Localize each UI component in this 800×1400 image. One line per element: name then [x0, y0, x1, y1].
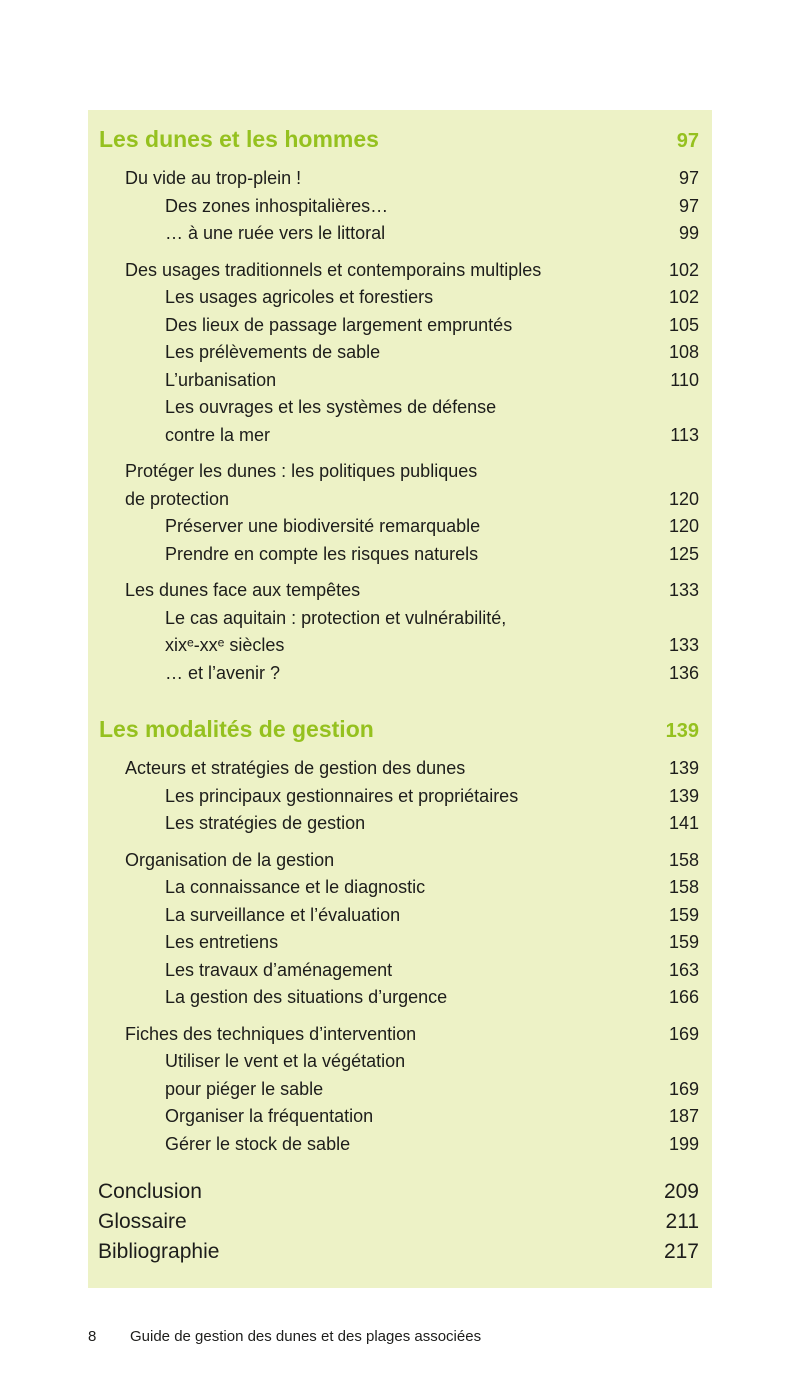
toc-entry-title	[88, 929, 278, 957]
toc-entry	[88, 220, 712, 248]
toc-entry-title	[88, 284, 433, 312]
toc-entry-title	[88, 577, 360, 605]
toc-entry-line: Préserver une biodiversité remarquable	[165, 516, 481, 536]
toc-entry-line: Organisation de la gestion	[125, 849, 335, 870]
toc-entry-line: Le cas aquitain : protection et vulnérabilité,	[165, 607, 507, 628]
toc-entry	[88, 1131, 712, 1159]
toc-entry-page-number: 110	[670, 369, 699, 390]
toc-entry-title	[88, 165, 301, 193]
toc-entry-title	[88, 660, 280, 688]
toc-entry-line: Prendre en compte les risques naturels	[165, 543, 479, 564]
toc-entry-line: Les dunes face aux tempêtes	[125, 580, 361, 600]
toc-entry-page-number: 102	[668, 259, 699, 280]
toc-entry-title	[88, 1048, 405, 1103]
toc-entry-title	[88, 394, 496, 449]
toc-entry-title	[88, 541, 478, 569]
toc-entry-line: pour piéger le sable	[165, 1078, 324, 1099]
toc-entry	[88, 284, 712, 312]
toc-entry	[88, 783, 712, 811]
toc-entry-page-number: 105	[668, 314, 699, 335]
toc-entry-title	[88, 783, 518, 811]
section-page-number: 139	[665, 720, 699, 742]
toc-entry-page-number: 158	[668, 849, 699, 870]
toc-entry-line: Organiser la fréquentation	[165, 1106, 374, 1126]
toc-entry-line: Des lieux de passage largement empruntés	[165, 314, 513, 335]
toc-entry-title	[88, 513, 480, 541]
toc-entry-page-number: 141	[668, 813, 699, 833]
toc-entry-title	[88, 1021, 416, 1049]
toc-entry	[88, 312, 712, 340]
toc-entry-line: La surveillance et l’évaluation	[165, 904, 401, 925]
toc-top-entry-page-number: 217	[663, 1240, 699, 1263]
toc-entry-line: L’urbanisation	[165, 369, 277, 390]
toc-entry-line: de protection	[125, 488, 230, 509]
toc-entry-page-number: 99	[678, 223, 699, 243]
toc-entry-page-number: 125	[668, 543, 699, 564]
section-heading	[88, 124, 712, 156]
toc-entry-title	[88, 312, 512, 340]
toc-entry-title	[88, 605, 506, 660]
toc-entry-page-number: 158	[668, 877, 699, 897]
toc-entry-page-number: 97	[678, 168, 699, 188]
toc-entry	[88, 810, 712, 838]
toc-entry	[88, 984, 712, 1012]
toc-top-entry	[88, 1237, 712, 1267]
section-title: Les modalités de gestion	[99, 716, 374, 742]
section-page-number: 97	[676, 130, 699, 152]
toc-section	[88, 124, 712, 687]
toc-entry-page-number: 139	[668, 758, 699, 778]
toc-entry	[88, 902, 712, 930]
toc-entry-line: Les ouvrages et les systèmes de défense	[165, 397, 497, 417]
toc-entry	[88, 957, 712, 985]
toc-entry-page-number: 163	[668, 959, 699, 980]
toc-entry-page-number: 139	[668, 785, 699, 806]
toc-entry-title	[88, 193, 388, 221]
toc-entry-page-number: 166	[668, 987, 699, 1007]
toc-entry-page-number: 108	[668, 342, 699, 362]
toc-entry-title	[88, 1131, 350, 1159]
toc-entry-page-number: 187	[668, 1106, 699, 1126]
section-title: Les dunes et les hommes	[99, 126, 379, 152]
toc-entry-line: Les entretiens	[165, 932, 279, 952]
toc-entry	[88, 513, 712, 541]
toc-entry-line: Des usages traditionnels et contemporains multiples	[125, 259, 542, 280]
toc-entry-line: Fiches des techniques d’intervention	[125, 1023, 417, 1044]
toc-entry-page-number: 113	[670, 424, 699, 445]
toc-entry-page-number: 199	[668, 1133, 699, 1154]
toc-entry-page-number: 159	[668, 932, 699, 952]
toc-entry-title	[88, 957, 392, 985]
toc-entry-line: La gestion des situations d’urgence	[165, 987, 448, 1007]
toc-entry	[88, 929, 712, 957]
toc-entry-line: Les principaux gestionnaires et propriétaires	[165, 785, 519, 806]
toc-entry	[88, 367, 712, 395]
toc-entry-line: Protéger les dunes : les politiques publiques	[125, 461, 478, 481]
toc-entry-line: Du vide au trop-plein !	[125, 168, 302, 188]
toc-entry-page-number: 133	[668, 635, 699, 655]
toc-entry	[88, 1048, 712, 1103]
toc-entry-page-number: 120	[668, 488, 699, 509]
toc-top-entry	[88, 1207, 712, 1237]
toc-sections	[88, 124, 712, 1158]
toc-entry	[88, 1103, 712, 1131]
toc-top-entry-title: Conclusion	[98, 1180, 202, 1203]
toc-entry-line: Les travaux d’aménagement	[165, 959, 393, 980]
toc-entry-line: Les usages agricoles et forestiers	[165, 287, 434, 307]
toc-entry-line: xixᵉ-xxᵉ siècles	[165, 635, 285, 655]
toc-entry-page-number: 133	[668, 580, 699, 600]
toc-entry	[88, 755, 712, 783]
toc-top-entry	[88, 1177, 712, 1207]
running-title: Guide de gestion des dunes et des plages associées	[130, 1328, 482, 1345]
toc-entry-line: … et l’avenir ?	[165, 662, 281, 683]
toc-entry-line: Gérer le stock de sable	[165, 1133, 351, 1154]
toc-entry-page-number: 102	[668, 287, 699, 307]
toc-entry-line: Des zones inhospitalières…	[165, 195, 389, 216]
folio-number: 8	[88, 1328, 97, 1345]
toc-entry-title	[88, 874, 425, 902]
toc-entry-title	[88, 810, 365, 838]
toc-entry-line: … à une ruée vers le littoral	[165, 223, 386, 243]
toc-entry	[88, 394, 712, 449]
toc-entry-page-number: 120	[668, 516, 699, 536]
toc-entry-title	[88, 755, 465, 783]
toc-top-entry-page-number: 209	[663, 1180, 699, 1203]
toc-entry	[88, 193, 712, 221]
toc-entry-title	[88, 902, 400, 930]
toc-entry	[88, 541, 712, 569]
toc-entry	[88, 458, 712, 513]
toc-entry	[88, 257, 712, 285]
toc-entry-line: Les prélèvements de sable	[165, 342, 381, 362]
toc-entry-title	[88, 220, 385, 248]
toc-entry-title	[88, 458, 477, 513]
toc-entry-page-number: 169	[668, 1023, 699, 1044]
toc-entry-line: Utiliser le vent et la végétation	[165, 1051, 406, 1071]
toc-entry-page-number: 169	[668, 1078, 699, 1099]
toc-entry-title	[88, 847, 334, 875]
toc-entry-line: Acteurs et stratégies de gestion des dunes	[125, 758, 466, 778]
toc-entry-page-number: 136	[668, 662, 699, 683]
toc-entry-title	[88, 984, 447, 1012]
toc-entry-line: contre la mer	[165, 424, 271, 445]
toc-entry	[88, 660, 712, 688]
toc-panel	[88, 110, 712, 1288]
toc-entry-title	[88, 257, 541, 285]
toc-entry-title	[88, 367, 276, 395]
toc-entry	[88, 1021, 712, 1049]
toc-entry	[88, 605, 712, 660]
toc-entry-line: Les stratégies de gestion	[165, 813, 366, 833]
toc-top-entry-title: Bibliographie	[98, 1240, 220, 1263]
toc-entry-page-number: 97	[678, 195, 699, 216]
toc-entry	[88, 339, 712, 367]
toc-entry-title	[88, 339, 380, 367]
toc-entry-page-number: 159	[668, 904, 699, 925]
page-footer	[88, 1328, 712, 1345]
toc-top-entry-title: Glossaire	[98, 1210, 187, 1233]
toc-entry	[88, 874, 712, 902]
toc-entry	[88, 847, 712, 875]
toc-section	[88, 714, 712, 1158]
toc-entry-line: La connaissance et le diagnostic	[165, 877, 426, 897]
toc-entry	[88, 577, 712, 605]
toc-entry-title	[88, 1103, 373, 1131]
toc-top-entries	[88, 1177, 712, 1267]
toc-entry	[88, 165, 712, 193]
section-heading	[88, 714, 712, 746]
toc-top-entry-page-number: 211	[665, 1210, 699, 1233]
